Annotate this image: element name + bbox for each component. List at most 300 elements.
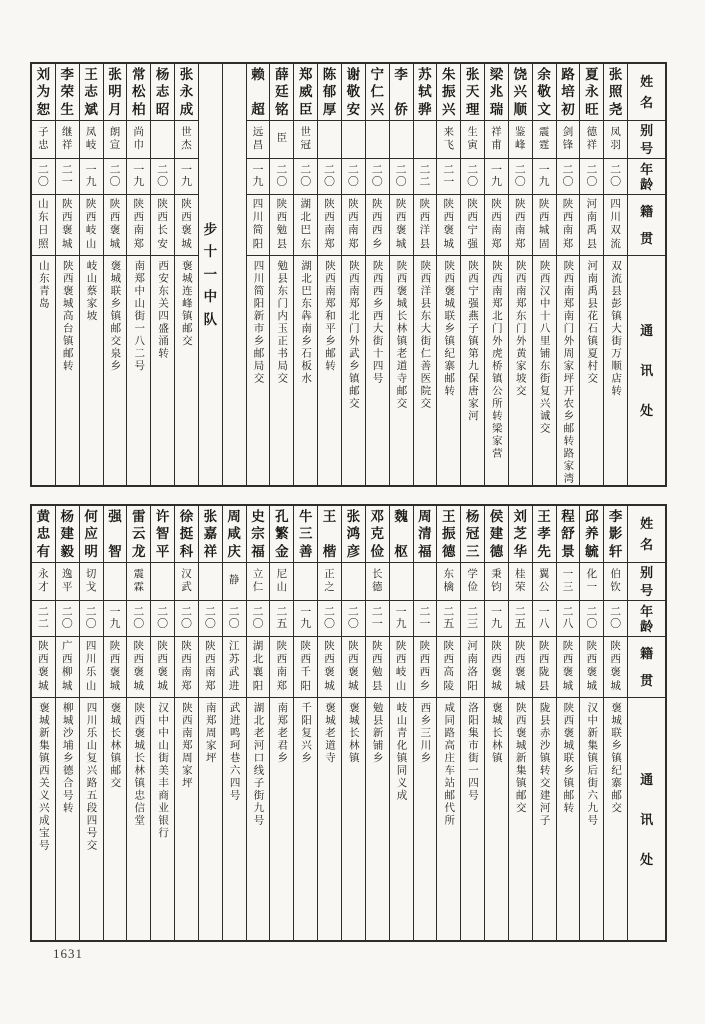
person-address: 陕西褒城长林镇老道寺邮交: [395, 260, 407, 410]
person-name: 路 培 初: [557, 64, 580, 121]
person-origin: 陕 西 千 阳: [294, 637, 317, 698]
person-age: 二 〇: [104, 159, 127, 195]
person-alias: [342, 121, 365, 159]
person-address: 四川乐山复兴路五段四号交: [85, 702, 97, 852]
person-age: 二 〇: [151, 601, 174, 637]
person-name: 周 咸 庆: [223, 506, 246, 563]
person-column: [269, 64, 293, 485]
person-age: 二 〇: [509, 159, 532, 195]
person-origin: 陕 西 勉 县: [366, 637, 389, 698]
person-origin: 陕 西 高 陵: [437, 637, 460, 698]
person-alias: 秉 钧: [485, 563, 508, 601]
person-alias: [390, 121, 413, 159]
person-name: 李 侨: [390, 64, 413, 121]
person-origin: 陕 西 褒 城: [175, 195, 198, 256]
person-origin: 陕 西 褒 城: [557, 637, 580, 698]
person-column: [103, 506, 127, 940]
person-name: 李 影 轩: [604, 506, 627, 563]
person-alias: [342, 563, 365, 601]
person-age: 二 一: [366, 601, 389, 637]
person-address: 陕西褒城联乡镇邮转: [562, 702, 574, 815]
person-address: 褒城长林镇: [490, 702, 502, 765]
person-origin: 陕 西 南 郑: [270, 637, 293, 698]
person-name: 杨 志 昭: [151, 64, 174, 121]
person-name: 李 荣 生: [56, 64, 79, 121]
person-address: 褒城联乡镇纪寨邮交: [610, 702, 622, 815]
person-alias: 化 一: [580, 563, 603, 601]
person-address: 岐山青化镇同义成: [395, 702, 407, 802]
person-alias: 剑 锋: [557, 121, 580, 159]
person-alias: 远 昌: [247, 121, 270, 159]
person-column: [579, 64, 603, 485]
person-name: 王 志 斌: [80, 64, 103, 121]
person-name: 饶 兴 顺: [509, 64, 532, 121]
person-name: 侯 建 德: [485, 506, 508, 563]
header-alias: 别 号: [628, 121, 665, 159]
person-address: 岐山蔡家坡: [85, 260, 97, 323]
person-name: 余 敬 文: [533, 64, 556, 121]
person-origin: 陕 西 南 郑: [342, 195, 365, 256]
person-column: [79, 64, 103, 485]
person-alias: 切 戈: [80, 563, 103, 601]
person-address: 勉县东门内玉正书局交: [276, 260, 288, 385]
person-name: 张 永 成: [175, 64, 198, 121]
person-age: 二 〇: [175, 601, 198, 637]
person-address: 湖北老河口线子街九号: [252, 702, 264, 827]
person-alias: 凤 岐: [80, 121, 103, 159]
person-name: 周 清 福: [414, 506, 437, 563]
person-name: 孔 繁 金: [270, 506, 293, 563]
person-address: 褒城长林镇邮交: [109, 702, 121, 790]
person-address: 南郑老君乡: [276, 702, 288, 765]
person-column: [365, 64, 389, 485]
person-address: 武进鸣珂巷六四号: [228, 702, 240, 802]
person-age: 二 二: [414, 159, 437, 195]
person-age: 二 〇: [56, 601, 79, 637]
person-age: 二 〇: [604, 601, 627, 637]
person-alias: 永 才: [32, 563, 55, 601]
person-column: [603, 506, 627, 940]
person-column: [222, 506, 246, 940]
person-alias: [104, 563, 127, 601]
person-origin: 陕 西 褒 城: [604, 637, 627, 698]
person-address: 陕西褒城长林镇忠信堂: [133, 702, 145, 827]
person-origin: 陕 西 褒 城: [104, 195, 127, 256]
person-alias: 来 飞: [437, 121, 460, 159]
person-name: 张 嘉 祥: [199, 506, 222, 563]
person-column: [55, 506, 79, 940]
person-origin: 陕 西 褒 城: [390, 195, 413, 256]
person-alias: 伯 钦: [604, 563, 627, 601]
header-age: 年 龄: [628, 601, 665, 637]
person-age: 一 九: [127, 159, 150, 195]
header-column: [627, 506, 665, 940]
person-origin: 陕 西 岐 山: [80, 195, 103, 256]
person-age: 二 〇: [151, 159, 174, 195]
person-column: [436, 64, 460, 485]
roster-table-bottom: [30, 504, 667, 942]
person-column: [579, 506, 603, 940]
person-age: 一 九: [485, 601, 508, 637]
person-age: 一 九: [294, 601, 317, 637]
person-age: 二 一: [56, 159, 79, 195]
person-origin: 陕 西 褒 城: [509, 637, 532, 698]
person-column: [603, 64, 627, 485]
person-origin: 陕 西 长 安: [151, 195, 174, 256]
person-name: 刘 为 恕: [32, 64, 55, 121]
person-origin: 陕 西 宁 强: [461, 195, 484, 256]
person-name: 徐 挺 科: [175, 506, 198, 563]
person-column: [269, 506, 293, 940]
person-name: 薛 廷 铭: [270, 64, 293, 121]
person-origin: 陕 西 陇 县: [533, 637, 556, 698]
person-age: 一 九: [80, 159, 103, 195]
person-address: 陕西褒城联乡镇纪寨邮转: [443, 260, 455, 398]
person-column: [317, 506, 341, 940]
person-age: 二 〇: [461, 159, 484, 195]
person-alias: [151, 121, 174, 159]
person-age: 二 五: [437, 601, 460, 637]
person-name: 邓 克 俭: [366, 506, 389, 563]
person-address: 陕西南郑北门外武乡镇邮交: [347, 260, 359, 410]
person-name: 程 舒 景: [557, 506, 580, 563]
person-address: 汉中新集镇后街六九号: [586, 702, 598, 827]
person-age: 二 〇: [557, 159, 580, 195]
person-address: 陕西宁强燕子镇第九保唐家河: [467, 260, 479, 423]
person-name: 张 鸿 彦: [342, 506, 365, 563]
person-origin: 陕 西 洋 县: [414, 195, 437, 256]
person-column: [556, 506, 580, 940]
person-origin: 陕 西 城 固: [533, 195, 556, 256]
person-column: [532, 64, 556, 485]
person-name: 张 照 尧: [604, 64, 627, 121]
person-age: 二 八: [557, 601, 580, 637]
person-name: 魏 枢: [390, 506, 413, 563]
person-age: 二 五: [270, 601, 293, 637]
person-name: 许 智 平: [151, 506, 174, 563]
unit-column: 步 十 一 中 队: [198, 64, 222, 485]
person-address: 千阳复兴乡: [300, 702, 312, 765]
person-column: [508, 506, 532, 940]
person-alias: 臣: [270, 121, 293, 159]
person-origin: 河 南 洛 阳: [461, 637, 484, 698]
person-name: 谢 敬 安: [342, 64, 365, 121]
person-address: 陇县赤沙镇转交建河子: [538, 702, 550, 827]
person-age: 二 〇: [199, 601, 222, 637]
person-alias: 凤 羽: [604, 121, 627, 159]
person-column: [484, 506, 508, 940]
person-name: 梁 兆 瑞: [485, 64, 508, 121]
person-address: 勉县新铺乡: [371, 702, 383, 765]
person-origin: 陕 西 南 郑: [509, 195, 532, 256]
person-column: [317, 64, 341, 485]
person-column: [460, 506, 484, 940]
person-age: 一 九: [485, 159, 508, 195]
person-name: 王 孝 先: [533, 506, 556, 563]
person-age: 二 〇: [270, 159, 293, 195]
person-name: 何 应 明: [80, 506, 103, 563]
person-name: 郑 威 臣: [294, 64, 317, 121]
person-address: 陕西洋县东大街仁善医院交: [419, 260, 431, 410]
person-alias: 一 三: [557, 563, 580, 601]
person-column: [413, 64, 437, 485]
person-origin: 陕 西 西 乡: [414, 637, 437, 698]
person-alias: [390, 563, 413, 601]
person-age: 一 九: [104, 601, 127, 637]
person-origin: 陕 西 褒 城: [56, 195, 79, 256]
person-address: 咸同路高庄车站邮代所: [443, 702, 455, 827]
person-age: 一 九: [533, 159, 556, 195]
person-age: 二 〇: [80, 601, 103, 637]
person-age: 一 九: [175, 159, 198, 195]
person-address: 陕西西乡西大街十四号: [371, 260, 383, 385]
person-age: 一 九: [390, 601, 413, 637]
person-column: [413, 506, 437, 940]
person-name: 夏 永 旺: [580, 64, 603, 121]
person-column: [484, 64, 508, 485]
header-column: [627, 64, 665, 485]
person-address: 南郑中山街一八二号: [133, 260, 145, 373]
person-age: 二 〇: [342, 159, 365, 195]
person-alias: 逸 平: [56, 563, 79, 601]
person-origin: 陕 西 褒 城: [151, 637, 174, 698]
person-alias: 翼 公: [533, 563, 556, 601]
person-column: [293, 506, 317, 940]
person-origin: 山 东 日 照: [32, 195, 55, 256]
person-origin: 陕 西 褒 城: [342, 637, 365, 698]
person-origin: 陕 西 勉 县: [270, 195, 293, 256]
person-alias: 长 德: [366, 563, 389, 601]
person-origin: 四 川 乐 山: [80, 637, 103, 698]
person-alias: [366, 121, 389, 159]
person-age: 二 〇: [318, 601, 341, 637]
person-name: 常 松 柏: [127, 64, 150, 121]
person-age: 二 一: [437, 159, 460, 195]
person-origin: 陕 西 南 郑: [199, 637, 222, 698]
person-address: 陕西南郑和平乡邮转: [323, 260, 335, 373]
person-name: 强 智: [104, 506, 127, 563]
person-address: 陕西南郑北门外虎桥镇公所转梁家营: [490, 260, 502, 460]
person-alias: 震 霆: [533, 121, 556, 159]
person-alias: 尚 巾: [127, 121, 150, 159]
header-age: 年 龄: [628, 159, 665, 195]
person-address: 双流县彭镇大街万顺店转: [610, 260, 622, 398]
person-address: 褒城新集镇西关义兴成宝号: [37, 702, 49, 852]
person-origin: 陕 西 褒 城: [318, 637, 341, 698]
person-age: 二 〇: [580, 159, 603, 195]
person-origin: 陕 西 南 郑: [175, 637, 198, 698]
person-age: 一 八: [533, 601, 556, 637]
person-alias: [414, 563, 437, 601]
person-age: 二 〇: [247, 601, 270, 637]
person-address: 陕西南郑周家坪: [180, 702, 192, 790]
person-address: 汉中中山街美丰商业银行: [157, 702, 169, 840]
person-name: 杨 建 毅: [56, 506, 79, 563]
person-alias: 世 冠: [294, 121, 317, 159]
person-alias: 鉴 峰: [509, 121, 532, 159]
person-name: 苏 轼 骅: [414, 64, 437, 121]
person-origin: 湖 北 巴 东: [294, 195, 317, 256]
person-column: [246, 64, 270, 485]
person-age: 一 九: [247, 159, 270, 195]
person-origin: 陕 西 岐 山: [390, 637, 413, 698]
person-alias: 静: [223, 563, 246, 601]
person-address: 西乡三川乡: [419, 702, 431, 765]
header-name: 姓 名: [628, 64, 665, 121]
header-name: 姓 名: [628, 506, 665, 563]
person-name: 王 振 德: [437, 506, 460, 563]
person-alias: [294, 563, 317, 601]
person-origin: 陕 西 褒 城: [580, 637, 603, 698]
person-column: [365, 506, 389, 940]
person-name: 王 楷: [318, 506, 341, 563]
person-column: [341, 64, 365, 485]
person-age: 二 〇: [32, 159, 55, 195]
person-alias: 尼 山: [270, 563, 293, 601]
person-column: [79, 506, 103, 940]
person-name: 杨 冠 三: [461, 506, 484, 563]
person-address: 柳城沙埔乡德合号转: [61, 702, 73, 815]
person-address: 褒城长林镇: [347, 702, 359, 765]
person-origin: 广 西 柳 城: [56, 637, 79, 698]
person-address: 陕西褒城高台镇邮转: [61, 260, 73, 373]
person-alias: 生 寅: [461, 121, 484, 159]
person-column: [55, 64, 79, 485]
person-column: [174, 506, 198, 940]
person-age: 二 二: [32, 601, 55, 637]
person-age: 二 一: [414, 601, 437, 637]
person-name: 邱 养 毓: [580, 506, 603, 563]
person-column: [293, 64, 317, 485]
person-column: [126, 506, 150, 940]
page-number: 1631: [53, 946, 83, 961]
person-name: 朱 振 兴: [437, 64, 460, 121]
person-column: [436, 506, 460, 940]
person-age: 二 〇: [223, 601, 246, 637]
person-age: 二 〇: [342, 601, 365, 637]
header-alias: 别 号: [628, 563, 665, 601]
person-column: [532, 506, 556, 940]
person-address: 褒城连峰镇邮交: [180, 260, 192, 348]
person-alias: 朗 宣: [104, 121, 127, 159]
person-column: [150, 506, 174, 940]
person-name: 史 宗 福: [247, 506, 270, 563]
person-origin: 陕 西 褒 城: [32, 637, 55, 698]
person-age: 二 五: [509, 601, 532, 637]
person-name: 陈 郁 厚: [318, 64, 341, 121]
person-origin: 陕 西 南 郑: [485, 195, 508, 256]
person-alias: [199, 563, 222, 601]
person-alias: 立 仁: [247, 563, 270, 601]
person-name: 张 天 理: [461, 64, 484, 121]
person-origin: 河 南 禹 县: [580, 195, 603, 256]
person-alias: [414, 121, 437, 159]
person-age: 二 〇: [580, 601, 603, 637]
person-origin: 陕 西 褒 城: [437, 195, 460, 256]
person-origin: 陕 西 褒 城: [485, 637, 508, 698]
person-address: 湖北巴东犇南乡石板水: [300, 260, 312, 385]
person-address: 河南禹县花石镇夏村交: [586, 260, 598, 385]
person-column: [174, 64, 198, 485]
person-origin: 四 川 双 流: [604, 195, 627, 256]
person-address: 洛阳集市街一四号: [467, 702, 479, 802]
person-address: 西安东关四盛涌转: [157, 260, 169, 360]
person-address: 陕西汉中十八里铺东街复兴诚交: [538, 260, 550, 435]
person-name: 赖 超: [247, 64, 270, 121]
person-address: 褒城联乡镇邮交泉乡: [109, 260, 121, 373]
person-origin: 陕 西 西 乡: [366, 195, 389, 256]
person-origin: 湖 北 襄 阳: [247, 637, 270, 698]
person-alias: 正 之: [318, 563, 341, 601]
person-alias: 子 忠: [32, 121, 55, 159]
person-alias: [151, 563, 174, 601]
person-column: [32, 506, 55, 940]
person-age: 二 三: [461, 601, 484, 637]
person-age: 二 〇: [366, 159, 389, 195]
person-name: 刘 芝 华: [509, 506, 532, 563]
person-age: 二 〇: [127, 601, 150, 637]
person-name: 张 明 月: [104, 64, 127, 121]
person-origin: 陕 西 南 郑: [557, 195, 580, 256]
person-address: 陕西褒城新集镇邮交: [514, 702, 526, 815]
person-origin: 陕 西 南 郑: [318, 195, 341, 256]
person-origin: 四 川 简 阳: [247, 195, 270, 256]
person-alias: 学 俭: [461, 563, 484, 601]
person-origin: 陕 西 褒 城: [127, 637, 150, 698]
person-origin: 陕 西 褒 城: [104, 637, 127, 698]
person-age: 二 〇: [318, 159, 341, 195]
person-alias: 震 霖: [127, 563, 150, 601]
person-origin: 江 苏 武 进: [223, 637, 246, 698]
person-column: [460, 64, 484, 485]
person-column: [103, 64, 127, 485]
person-column: [246, 506, 270, 940]
person-address: 山东青岛: [37, 260, 49, 310]
person-alias: 东 檎: [437, 563, 460, 601]
person-column: [556, 64, 580, 485]
person-column: [508, 64, 532, 485]
person-name: 黄 忠 有: [32, 506, 55, 563]
person-alias: 祥 甫: [485, 121, 508, 159]
person-column: [389, 64, 413, 485]
person-address: 四川简阳新市乡邮局交: [252, 260, 264, 385]
person-address: 褒城老道寺: [323, 702, 335, 765]
person-alias: 桂 荣: [509, 563, 532, 601]
person-alias: 世 杰: [175, 121, 198, 159]
header-origin: 籍 贯: [628, 637, 665, 698]
person-address: 南郑周家坪: [204, 702, 216, 765]
person-address: 陕西南郑东门外黄家坡交: [514, 260, 526, 398]
person-column: [389, 506, 413, 940]
header-address: 通 讯 处: [640, 323, 654, 418]
person-column: [150, 64, 174, 485]
person-alias: 汉 武: [175, 563, 198, 601]
person-age: 二 〇: [604, 159, 627, 195]
person-column: [32, 64, 55, 485]
person-age: 二 〇: [390, 159, 413, 195]
person-age: 二 〇: [294, 159, 317, 195]
person-alias: [318, 121, 341, 159]
person-column: [341, 506, 365, 940]
person-name: 宁 仁 兴: [366, 64, 389, 121]
person-name: 雷 云 龙: [127, 506, 150, 563]
person-column: [126, 64, 150, 485]
spacer-column: [222, 64, 246, 485]
person-column: [198, 506, 222, 940]
person-name: 牛 三 善: [294, 506, 317, 563]
person-origin: 陕 西 南 郑: [127, 195, 150, 256]
header-address: 通 讯 处: [640, 771, 654, 867]
